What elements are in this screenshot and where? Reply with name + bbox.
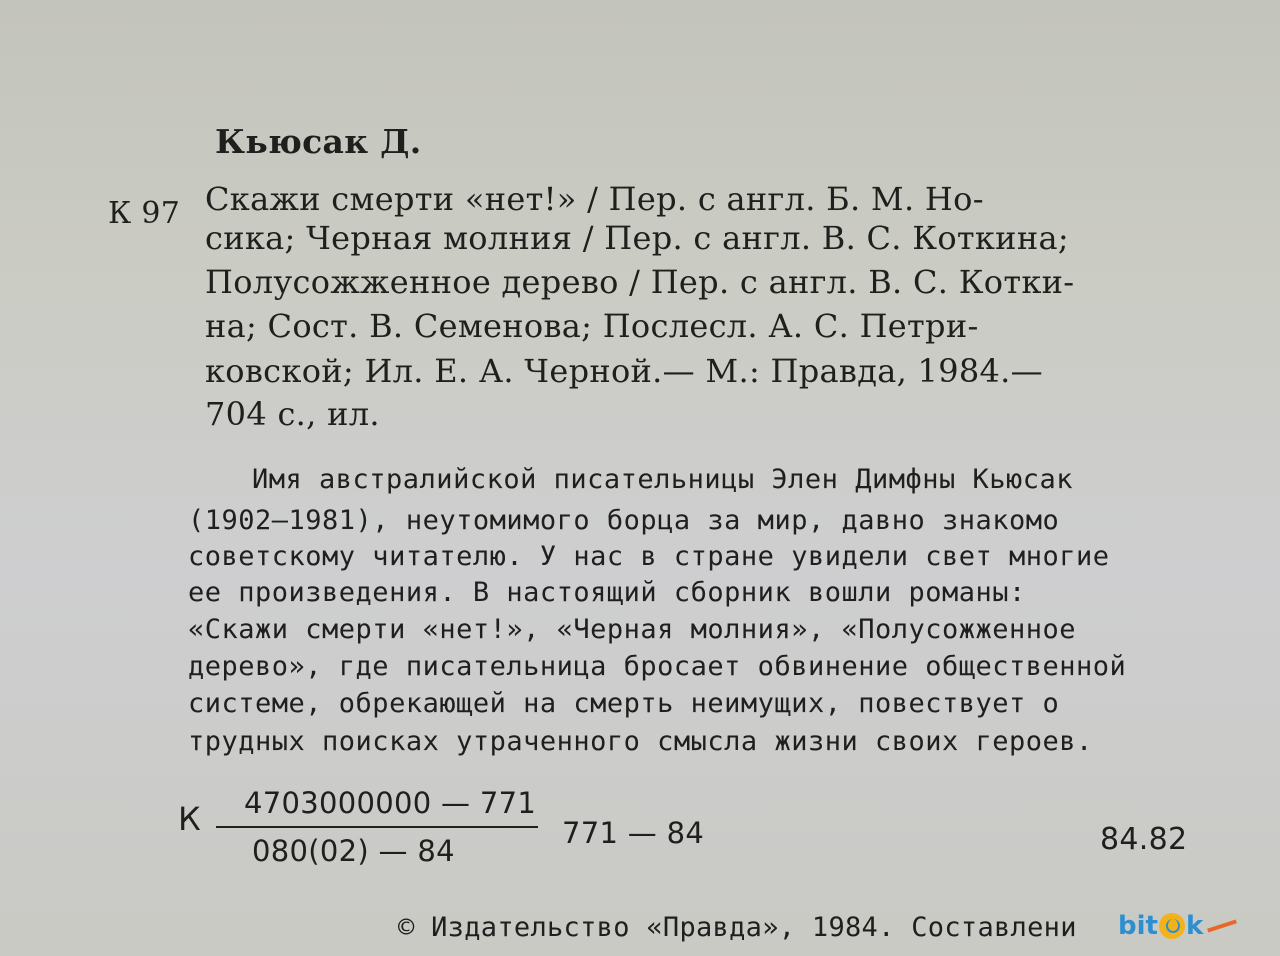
watermark-smile-icon (1159, 913, 1185, 939)
annotation-line: Имя австралийской писательницы Элен Димфны Кьюсак (252, 464, 1074, 495)
entry-line: ковской; Ил. Е. А. Черной.— М.: Правда, 1984.— (205, 352, 1043, 390)
entry-line: Полусожженное дерево / Пер. с англ. В. С. Котки- (205, 263, 1075, 301)
author-heading: Кьюсак Д. (215, 122, 422, 161)
watermark-text-right: k (1185, 911, 1204, 941)
annotation-line: дерево», где писательница бросает обвинение общественной (188, 651, 1127, 682)
fraction-bar (216, 826, 538, 828)
entry-line: сика; Черная молния / Пер. с англ. В. С. Коткина; (205, 219, 1069, 257)
formula-denominator: 080(02) — 84 (252, 834, 455, 868)
annotation-line: системе, обрекающей на смерть неимущих, повествует о (188, 688, 1060, 719)
annotation-line: ее произведения. В настоящий сборник вошли романы: (188, 577, 1026, 608)
formula-letter: К (178, 800, 202, 838)
site-watermark (1118, 906, 1276, 946)
catalog-index-code: К 97 (108, 196, 181, 231)
annotation-line: трудных поисках утраченного смысла жизни своих героев. (188, 726, 1093, 757)
watermark-text-left: bit (1118, 911, 1158, 941)
entry-line: Скажи смерти «нет!» / Пер. с англ. Б. М. Но- (205, 180, 984, 218)
watermark-arrow-icon (1207, 919, 1237, 932)
annotation-line: советскому читателю. У нас в стране увидели свет многие (188, 541, 1110, 572)
price-code: 84.82 (1100, 822, 1188, 857)
annotation-line: «Скажи смерти «нет!», «Черная молния», «Полусожженное (188, 614, 1077, 645)
copyright-line: © Издательство «Правда», 1984. Составлени (398, 912, 1077, 943)
entry-line: 704 с., ил. (205, 395, 380, 433)
entry-line: на; Сост. В. Семенова; Послесл. А. С. Петри- (205, 307, 979, 345)
formula-numerator: 4703000000 — 771 (244, 786, 537, 820)
annotation-line: (1902—1981), неутомимого борца за мир, давно знакомо (188, 505, 1060, 536)
formula-code: 771 — 84 (562, 816, 705, 850)
